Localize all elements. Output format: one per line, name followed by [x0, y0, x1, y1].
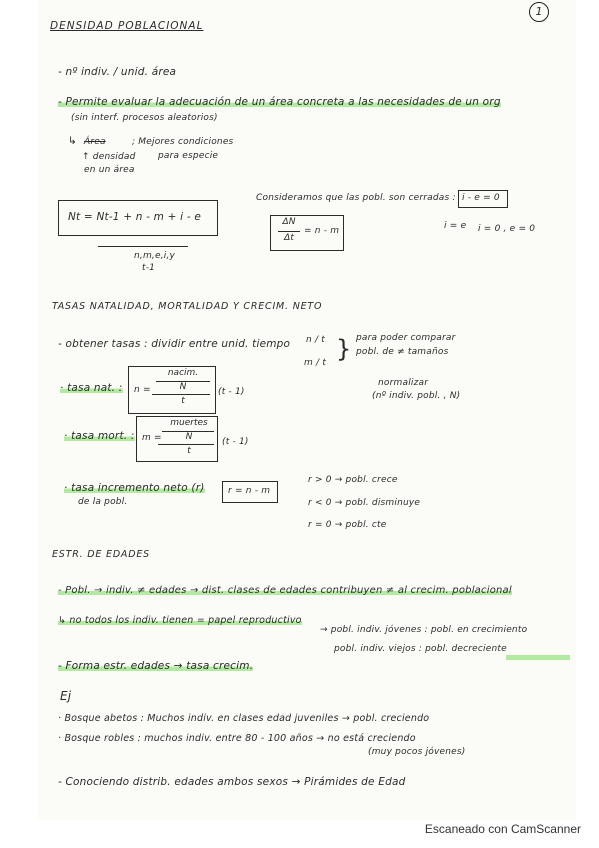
oaks-line: · Bosque robles : muchos indiv. entre 80 - 100 años → no está creciendo [58, 733, 416, 744]
section-rates: TASAS NATALIDAD, MORTALIDAD Y CRECIM. NETO [52, 301, 323, 312]
area-word: Área [84, 137, 106, 147]
pobl-line [58, 584, 512, 597]
considering: Consideramos que las pobl. son cerradas : [256, 193, 456, 203]
allows-sub: (sin interf. procesos aleatorios) [71, 113, 218, 123]
old-line: pobl. indiv. viejos : pobl. decreciente [334, 644, 507, 654]
formula-under-2: t-1 [142, 263, 156, 273]
death-period: (t - 1) [222, 437, 249, 447]
dn-num: ΔN [282, 217, 296, 227]
dn-den: Δt [284, 233, 294, 243]
death-rate-text: · tasa mort. : [64, 430, 135, 442]
title: DENSIDAD POBLACIONAL [50, 20, 204, 32]
hook-arrow: ↳ [68, 135, 77, 147]
birth-rate-label [60, 382, 123, 395]
not-all-text: ↳ no todos los indiv. tienen = papel reproductivo [58, 615, 302, 626]
birth-num: nacim. [167, 368, 199, 378]
density-definition: - nº indiv. / unid. área [58, 66, 177, 78]
not-all-line [58, 614, 302, 627]
normalize: normalizar [378, 378, 429, 388]
allows-text: - Permite evaluar la adecuación de un área concreta a las necesidades de un org [58, 96, 501, 108]
notebook-page: 1 DENSIDAD POBLACIONAL - nº indiv. / unid. área - Permite evaluar la adecuación de un área concreta a las necesidades de un org (sin interf. procesos aleatorios) ↳ Área ; Mejores condiciones ↑ densidad para especie en un área Nt = Nt-1 + n - m + i - e n,m,e,i,y t-1 Consideramos que las pobl. son cerradas : i - e = 0 i = e i = 0 , e = 0 ΔN Δt = n - m TASAS NATALIDAD, MORTALIDAD Y CRECIM. NETO - obtener tasas : dividir entre unid. tiempo n / t m / t } para poder comparar pobl. de ≠ tamaños normalizar (nº indiv. pobl. , N) · tasa nat. : n = nacim. N t (t - 1) · tasa mort. : m = muertes N t (t - 1) · tasa incremento neto (r) de la pobl. r = n - m r > 0 → pobl. crece r < 0 → pobl. disminuye r = 0 → pobl. cte ESTR. DE EDADES - Pobl. → indiv. ≠ edades → dist. clases de edades contribuyen ≠ al crecim. poblacional ↳ no todos los indiv. tienen = papel reproductivo → pobl. indiv. jóvenes : pobl. en crecimiento pobl. indiv. viejos : pobl. decreciente - Forma estr. edades → tasa crecim. Ej · Bosque abetos : Muchos indiv. en clases edad juveniles → pobl. creciendo · Bosque robles : muchos indiv. entre 80 - 100 años → no está creciendo (muy pocos jóvenes) - Conociendo distrib. edades ambos sexos → Pirámides de Edad [38, 0, 576, 820]
section-age: ESTR. DE EDADES [52, 549, 150, 560]
page-number: 1 [529, 2, 549, 22]
birth-period: (t - 1) [218, 387, 245, 397]
n-over-t: n / t [306, 335, 325, 345]
growth-rate-1 [64, 482, 205, 495]
for-species: para especie [158, 151, 219, 161]
r-zero: r = 0 → pobl. cte [308, 520, 387, 530]
birth-lhs: n = [134, 385, 151, 395]
in-area: en un área [84, 165, 135, 175]
obtain-rates: - obtener tasas : dividir entre unid. tiempo [58, 338, 291, 350]
firs-line: · Bosque abetos : Muchos indiv. en clases edad juveniles → pobl. creciendo [58, 713, 430, 724]
example-label: Ej [60, 689, 72, 703]
scanner-watermark: Escaneado con CamScanner [424, 822, 581, 836]
compare-1: para poder comparar [356, 333, 456, 343]
growth-rate-2: de la pobl. [78, 497, 128, 507]
closed-sub-1: i = e [444, 221, 467, 231]
normalize-sub: (nº indiv. pobl. , N) [372, 391, 461, 401]
allows-line [58, 96, 501, 109]
compare-2: pobl. de ≠ tamaños [356, 347, 449, 357]
death-rate-label [64, 430, 135, 443]
birth-t: t [181, 396, 185, 406]
shape-line [58, 660, 253, 673]
density-up: ↑ densidad [82, 152, 136, 162]
death-t: t [187, 446, 191, 456]
dn-rhs: = n - m [304, 226, 340, 236]
r-positive: r > 0 → pobl. crece [308, 475, 398, 485]
death-n: N [185, 432, 193, 442]
oaks-sub: (muy pocos jóvenes) [368, 747, 466, 757]
closed-sub-2: i = 0 , e = 0 [478, 224, 536, 234]
r-negative: r < 0 → pobl. disminuye [308, 498, 421, 508]
growth-rate-text: · tasa incremento neto (r) [64, 482, 205, 494]
closed-eq: i - e = 0 [462, 193, 500, 203]
better-conditions: ; Mejores condiciones [132, 137, 234, 147]
growth-formula: r = n - m [228, 486, 271, 496]
shape-text: - Forma estr. edades → tasa crecim. [58, 660, 254, 672]
pobl-line-text: - Pobl. → indiv. ≠ edades → dist. clases de edades contribuyen ≠ al crecim. poblacional [58, 585, 512, 596]
birth-n: N [179, 382, 187, 392]
death-num: muertes [170, 418, 208, 428]
death-lhs: m = [142, 433, 162, 443]
main-formula: Nt = Nt-1 + n - m + i - e [68, 211, 202, 223]
birth-rate-text: · tasa nat. : [60, 382, 123, 394]
pyramids-line: - Conociendo distrib. edades ambos sexos → Pirámides de Edad [58, 776, 406, 788]
young-line: → pobl. indiv. jóvenes : pobl. en crecimiento [320, 625, 528, 635]
m-over-t: m / t [304, 358, 327, 368]
formula-under-1: n,m,e,i,y [134, 251, 176, 261]
